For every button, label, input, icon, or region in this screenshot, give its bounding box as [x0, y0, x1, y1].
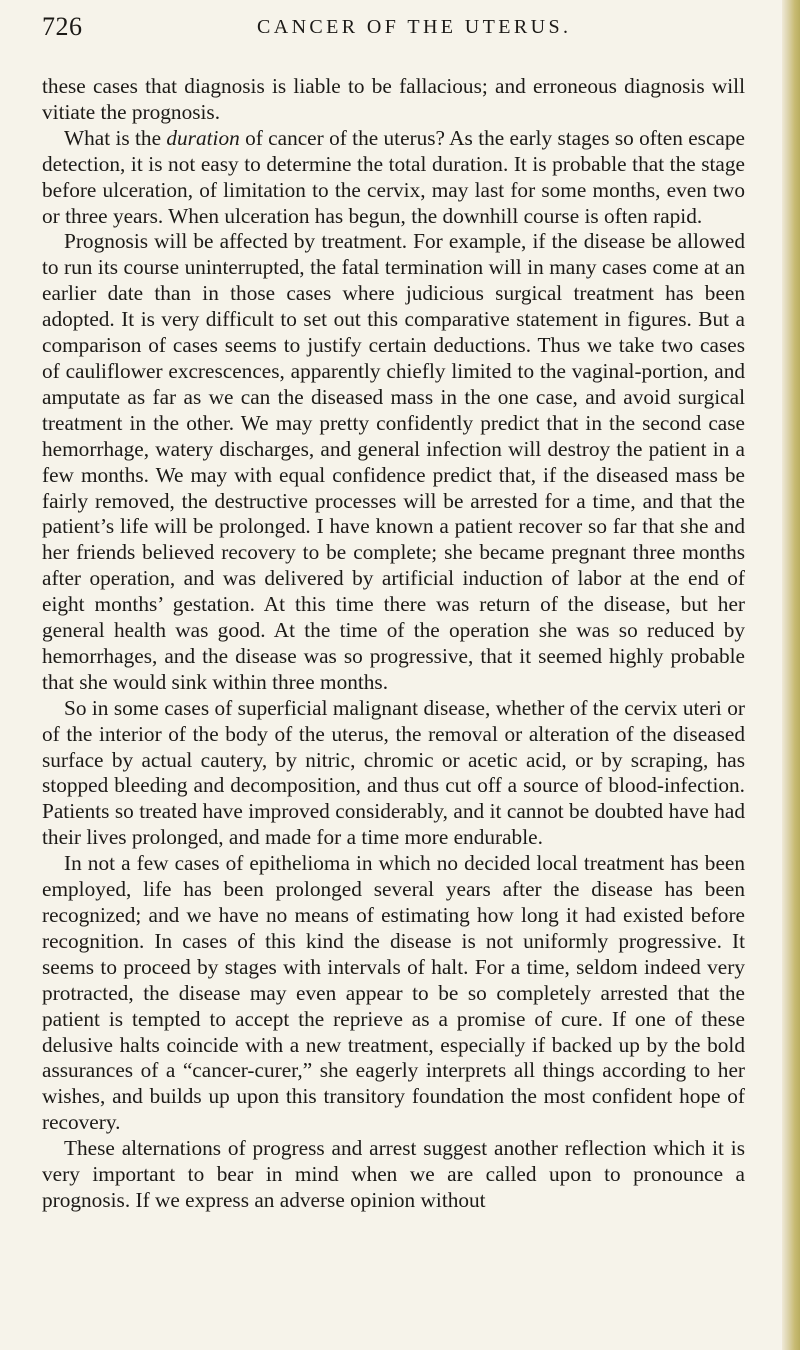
page-edge-shadow — [782, 0, 800, 1350]
page-header — [42, 12, 742, 52]
running-title: CANCER OF THE UTERUS. — [257, 16, 572, 38]
paragraph-epithelioma: In not a few cases of epithelioma in which no decided local treatment has been employed, life has been prolonged several years after the disease has been recognized; and we have no means of estimating how long it had existed before recognition. In cases of this kind the disease is not uniformly progressive. It seems to proceed by stages with intervals of halt. For a time, seldom indeed very protracted, the disease may even appear to be so completely arrested that the patient is tempted to accept the reprieve as a promise of cure. If one of these delusive halts coincide with a new treatment, especially if backed up by the bold assurances of a “cancer-curer,” she eagerly interprets all things according to her wishes, and builds up upon this transitory foundation the most confident hope of recovery. — [42, 851, 745, 1135]
paragraph-treatment: Prognosis will be affected by treatment. For example, if the disease be allowed to run its course uninterrupted, the fatal termination will in many cases come at an earlier date than in those cases where judicious surgical treatment has been adopted. It is very difficult to set out this comparative statement in figures. But a comparison of cases seems to justify certain deductions. Thus we take two cases of cauliflower excrescences, apparently chiefly limited to the vaginal-portion, and amputate as far as we can the diseased mass in the one case, and avoid surgical treatment in the other. We may pretty confidently predict that in the second case hemorrhage, watery discharges, and general infection will destroy the patient in a few months. We may with equal confidence predict that, if the diseased mass be fairly removed, the destructive processes will be arrested for a time, and that the patient’s life will be prolonged. I have known a patient recover so far that she and her friends believed recovery to be complete; she became pregnant three months after operation, and was delivered by artificial induction of labor at the end of eight months’ gestation. At this time there was return of the disease, but her general health was good. At the time of the operation she was so reduced by hemorrhages, and the disease was so progressive, that it seemed highly probable that she would sink within three months. — [42, 229, 745, 694]
body-text — [42, 74, 745, 1214]
paragraph-duration-lead: What is the — [64, 125, 167, 150]
paragraph-alternations: These alternations of progress and arrest suggest another reflection which it is very important to bear in mind when we are called upon to pronounce a prognosis. If we express an adverse opinion without — [42, 1136, 745, 1212]
emphasis-duration: duration — [166, 125, 240, 150]
paragraph-duration — [42, 126, 745, 230]
paragraph-duration-rest: of cancer of the uterus? As the early stages so often escape detection, it is not easy to determine the total duration. It is probable that the stage before ulceration, of limitation to the cervix, may last for some months, even two or three years. When ulceration has begun, the downhill course is often rapid. — [42, 125, 745, 228]
paragraph-superficial-disease: So in some cases of superficial malignant disease, whether of the cervix uteri or of the interior of the body of the uterus, the removal or alteration of the diseased surface by actual cautery, by nitric, chromic or acetic acid, or by scraping, has stopped bleeding and decomposition, and thus cut off a source of blood-infection. Patients so treated have improved considerably, and it cannot be doubted have had their lives prolonged, and made for a time more endurable. — [42, 695, 745, 850]
paragraph-continuation: these cases that diagnosis is liable to be fallacious; and erroneous diagnosis will vitiate the prognosis. — [42, 74, 745, 124]
page-number: 726 — [42, 12, 83, 41]
